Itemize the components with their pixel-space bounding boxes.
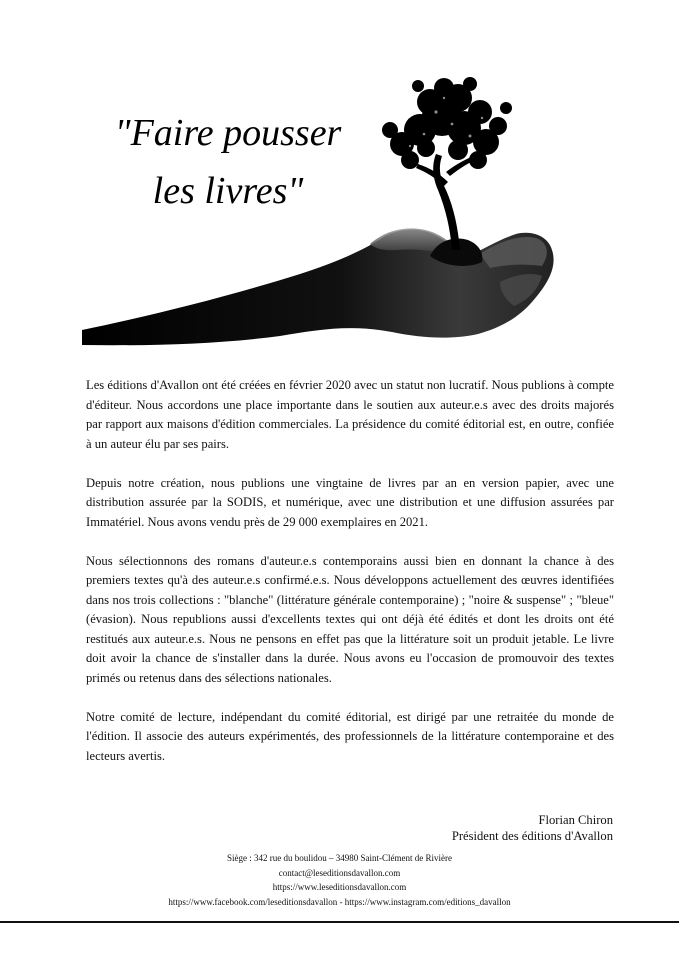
signature-name: Florian Chiron <box>538 813 613 827</box>
paragraph-selection: Nous sélectionnons des romans d'auteur.e.s contemporains aussi bien en donnant la chance à des premiers textes qu'à des auteur.e.s confirmé.e.s. Nous développons actuellement des œuvres identifiées dans nos trois collections : "blanche" (littérature générale contemporaine) ; "noire & suspense" ; "bleue" (évasion). Nous republions aussi d'excellents textes qui ont déjà été édités et dont les droits ont été restitués aux auteur.e.s. Nous ne pensons en effet pas que la littérature soit un produit jetable. Le livre doit avoir la chance de s'installer dans la durée. Nous avons eu l'occasion de promouvoir des textes primés ou retenus dans des sélections nationales. <box>86 553 614 685</box>
hand-holding-tree-icon <box>80 68 560 348</box>
footer <box>0 851 679 909</box>
paragraph-distribution: Depuis notre création, nous publions une vingtaine de livres par an en version papier, avec une distribution assurée par la SODIS, et numérique, avec une distribution et une diffusion assurées par Immatériel. Nous avons vendu près de 29 000 exemplaires en 2021. <box>86 475 614 529</box>
bottom-divider <box>0 921 679 923</box>
body-text <box>86 376 614 786</box>
footer-social-links: https://www.facebook.com/leseditionsdavallon - https://www.instagram.com/editions_davallon <box>168 896 511 907</box>
paragraph-intro: Les éditions d'Avallon ont été créées en février 2020 avec un statut non lucratif. Nous publions à compte d'éditeur. Nous accordons une place importante dans le soutien aux auteur.e.s avec des droits majorés par rapport aux maisons d'édition commerciales. La présidence du comité éditorial est, en outre, confiée à un auteur élu par ses pairs. <box>86 378 614 451</box>
signature <box>452 812 613 844</box>
title-line-2: les livres" <box>152 170 304 212</box>
footer-email: contact@leseditionsdavallon.com <box>278 867 401 878</box>
footer-address: Siège : 342 rue du boulidou – 34980 Saint-Clément de Rivière <box>227 853 452 863</box>
title-line-1: "Faire pousser <box>114 112 342 154</box>
footer-website: https://www.leseditionsdavallon.com <box>272 882 407 892</box>
paragraph-committee: Notre comité de lecture, indépendant du comité éditorial, est dirigé par une retraitée du monde de l'édition. Il associe des auteurs expérimentés, des professionnels de la littérature contemporaine et des lecteurs avertis. <box>86 709 614 763</box>
signature-role: Président des éditions d'Avallon <box>451 829 613 843</box>
